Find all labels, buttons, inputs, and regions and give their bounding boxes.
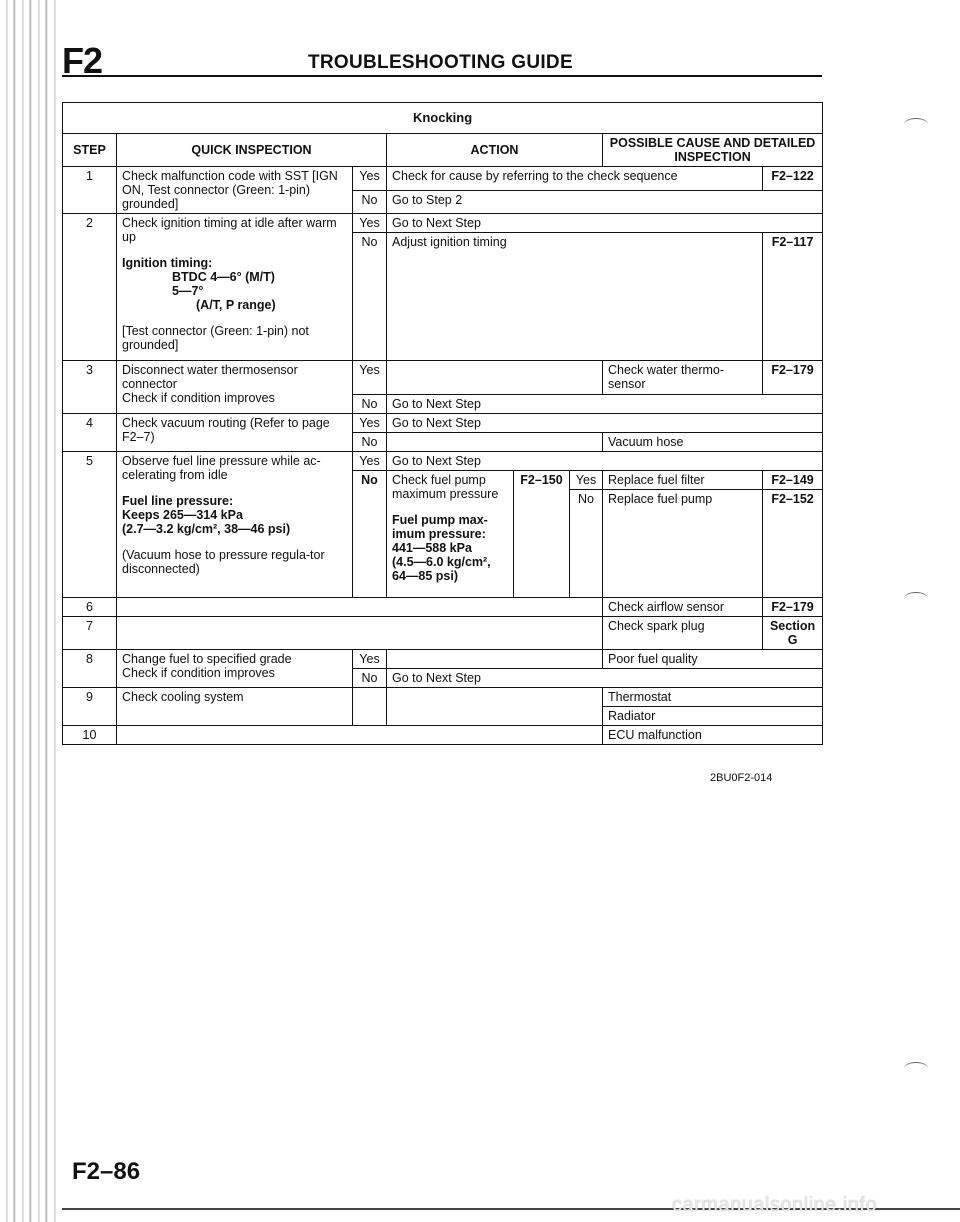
action-text: Check fuel pump maximum pressure bbox=[392, 473, 499, 501]
inspection-text: Check if condition improves bbox=[122, 666, 275, 680]
inspection-text: Observe fuel line pressure while ac-celerating from idle bbox=[122, 454, 321, 482]
yes-label: Yes bbox=[353, 167, 387, 191]
action: Check for cause by referring to the check sequence bbox=[387, 167, 763, 191]
reference: F2–122 bbox=[763, 167, 823, 191]
table-row bbox=[63, 452, 823, 471]
no-label: No bbox=[570, 490, 603, 598]
no-label: No bbox=[353, 433, 387, 452]
table-row bbox=[63, 214, 823, 233]
action: Go to Step 2 bbox=[387, 190, 823, 214]
col-action: ACTION bbox=[387, 134, 603, 167]
action bbox=[387, 471, 514, 598]
action-empty bbox=[387, 361, 603, 395]
no-label: No bbox=[353, 471, 387, 598]
possible-cause: Thermostat bbox=[603, 688, 823, 707]
scan-mark bbox=[904, 592, 928, 605]
watermark: carmanualsonline.info bbox=[672, 1194, 878, 1216]
possible-cause: Check spark plug bbox=[603, 617, 763, 650]
header-rule bbox=[62, 75, 822, 77]
action: Adjust ignition timing bbox=[387, 233, 763, 361]
quick-inspection bbox=[117, 452, 353, 598]
step-number: 8 bbox=[63, 650, 117, 688]
quick-inspection: Check vacuum routing (Refer to page F2–7) bbox=[117, 414, 353, 452]
possible-cause: Replace fuel pump bbox=[603, 490, 763, 598]
spec-label: Ignition timing: bbox=[122, 256, 213, 270]
action-empty bbox=[387, 433, 603, 452]
quick-inspection bbox=[117, 650, 353, 688]
inspection-text: Check ignition timing at idle after warm up bbox=[122, 216, 337, 244]
scan-mark bbox=[904, 118, 928, 131]
table-row bbox=[63, 617, 823, 650]
no-label: No bbox=[353, 190, 387, 214]
spec-value: 5—7° bbox=[172, 284, 204, 298]
reference: F2–179 bbox=[763, 598, 823, 617]
action: Go to Next Step bbox=[387, 214, 823, 233]
possible-cause: Poor fuel quality bbox=[603, 650, 823, 669]
action: Go to Next Step bbox=[387, 452, 823, 471]
spec-value: Keeps 265—314 kPa bbox=[122, 508, 243, 522]
empty-cell bbox=[117, 726, 603, 745]
reference: F2–149 bbox=[763, 471, 823, 490]
reference: F2–150 bbox=[514, 471, 570, 598]
inspection-note: (Vacuum hose to pressure regula-tor disconnected) bbox=[122, 548, 325, 576]
quick-inspection bbox=[117, 214, 353, 361]
table-row bbox=[63, 361, 823, 395]
empty-cell bbox=[117, 617, 603, 650]
possible-cause: Check airflow sensor bbox=[603, 598, 763, 617]
troubleshooting-table bbox=[62, 102, 823, 745]
figure-code: 2BU0F2-014 bbox=[710, 772, 773, 784]
no-label: No bbox=[353, 669, 387, 688]
possible-cause: Vacuum hose bbox=[603, 433, 823, 452]
no-label: No bbox=[353, 395, 387, 414]
scan-mark bbox=[904, 1062, 928, 1075]
possible-cause: Replace fuel filter bbox=[603, 471, 763, 490]
step-number: 10 bbox=[63, 726, 117, 745]
action: Go to Next Step bbox=[387, 395, 823, 414]
quick-inspection bbox=[117, 361, 353, 414]
possible-cause: Radiator bbox=[603, 707, 823, 726]
table-row bbox=[63, 726, 823, 745]
action-empty bbox=[387, 650, 603, 669]
col-possible-cause: POSSIBLE CAUSE AND DETAILED INSPECTION bbox=[603, 134, 823, 167]
yes-label: Yes bbox=[353, 214, 387, 233]
col-quick-inspection: QUICK INSPECTION bbox=[117, 134, 387, 167]
inspection-note: [Test connector (Green: 1-pin) not grounded] bbox=[122, 324, 309, 352]
spec-value: (4.5—6.0 kg/cm², bbox=[392, 555, 491, 569]
spec-value: 64—85 psi) bbox=[392, 569, 459, 583]
step-number: 5 bbox=[63, 452, 117, 598]
table-row bbox=[63, 414, 823, 433]
action: Go to Next Step bbox=[387, 669, 823, 688]
possible-cause: ECU malfunction bbox=[603, 726, 823, 745]
step-number: 1 bbox=[63, 167, 117, 214]
spec-label: Fuel pump max-imum pressure: bbox=[392, 513, 488, 541]
yes-label: Yes bbox=[570, 471, 603, 490]
inspection-text: Check if condition improves bbox=[122, 391, 275, 405]
yes-label: Yes bbox=[353, 414, 387, 433]
action-empty bbox=[387, 688, 603, 726]
binding-edge bbox=[0, 0, 58, 1222]
inspection-text: Change fuel to specified grade bbox=[122, 652, 292, 666]
yes-label: Yes bbox=[353, 452, 387, 471]
section-code: F2 bbox=[62, 40, 103, 81]
table-title: Knocking bbox=[63, 103, 823, 134]
step-number: 9 bbox=[63, 688, 117, 726]
quick-inspection: Check cooling system bbox=[117, 688, 353, 726]
spec-label: Fuel line pressure: bbox=[122, 494, 234, 508]
table-row bbox=[63, 598, 823, 617]
step-number: 2 bbox=[63, 214, 117, 361]
no-label: No bbox=[353, 233, 387, 361]
spec-value: 441—588 kPa bbox=[392, 541, 472, 555]
table-row bbox=[63, 650, 823, 669]
empty-cell bbox=[353, 688, 387, 726]
col-step: STEP bbox=[63, 134, 117, 167]
possible-cause: Check water thermo-sensor bbox=[603, 361, 763, 395]
spec-value: (A/T, P range) bbox=[196, 298, 276, 312]
table-row bbox=[63, 688, 823, 707]
spec-value: (2.7—3.2 kg/cm², 38—46 psi) bbox=[122, 522, 291, 536]
page-title: TROUBLESHOOTING GUIDE bbox=[308, 52, 573, 73]
step-number: 7 bbox=[63, 617, 117, 650]
inspection-text: Disconnect water thermosensor connector bbox=[122, 363, 298, 391]
reference: Section G bbox=[763, 617, 823, 650]
action: Go to Next Step bbox=[387, 414, 823, 433]
page-number: F2–86 bbox=[72, 1158, 141, 1185]
spec-value: BTDC 4—6° (M/T) bbox=[172, 270, 275, 284]
quick-inspection: Check malfunction code with SST [IGN ON, Test connector (Green: 1-pin) grounded] bbox=[117, 167, 353, 214]
empty-cell bbox=[117, 598, 603, 617]
reference: F2–179 bbox=[763, 361, 823, 395]
yes-label: Yes bbox=[353, 650, 387, 669]
reference: F2–152 bbox=[763, 490, 823, 598]
table-row bbox=[63, 167, 823, 191]
step-number: 4 bbox=[63, 414, 117, 452]
step-number: 6 bbox=[63, 598, 117, 617]
step-number: 3 bbox=[63, 361, 117, 414]
reference: F2–117 bbox=[763, 233, 823, 361]
yes-label: Yes bbox=[353, 361, 387, 395]
